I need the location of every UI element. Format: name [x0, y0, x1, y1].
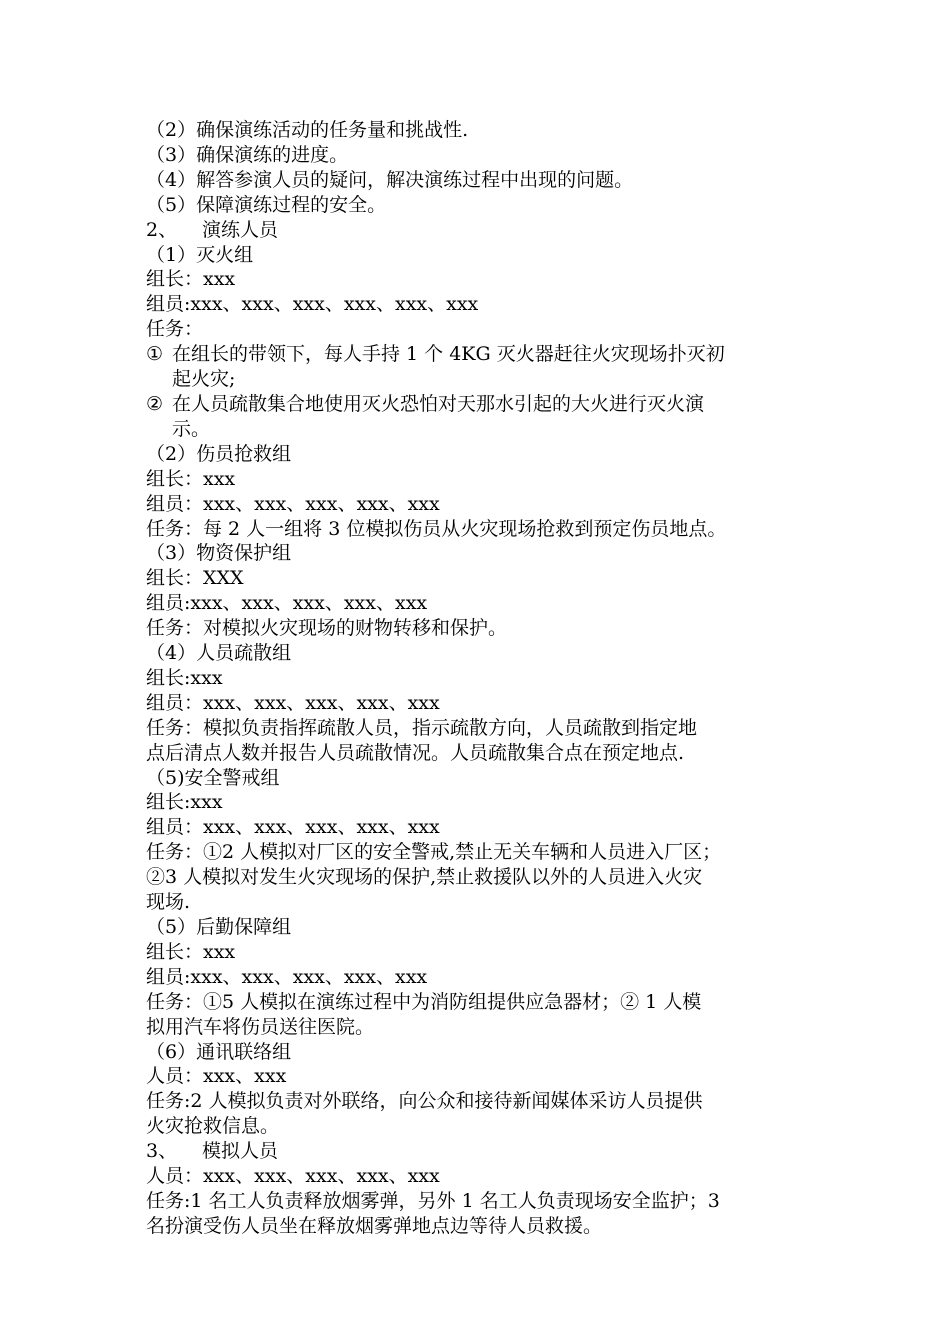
comm-group-task-line-2: 火灾抢救信息。	[146, 1115, 280, 1138]
section-3-number: 3、	[146, 1140, 178, 1163]
fire-group-leader: 组长：xxx	[146, 268, 236, 291]
fire-task-1	[146, 342, 816, 392]
section-2-title: 演练人员	[202, 218, 279, 241]
logistics-group-heading: （5）后勤保障组	[146, 916, 292, 938]
fire-task-2-text	[172, 392, 704, 442]
property-group-heading: （3）物资保护组	[146, 542, 292, 565]
logistics-group-leader: 组长：xxx	[146, 940, 236, 963]
intro-line-4: （4）解答参演人员的疑问，解决演练过程中出现的问题。	[146, 168, 634, 191]
rescue-group-task: 任务：每 2 人一组将 3 位模拟伤员从火灾现场抢救到预定伤员地点。	[146, 517, 727, 540]
rescue-group-leader: 组长：xxx	[146, 467, 236, 490]
comm-group-task-line-1: 任务:2 人模拟负责对外联络，向公众和接待新闻媒体采访人员提供	[146, 1090, 703, 1113]
security-group-task-line-3: 现场.	[146, 891, 191, 914]
section-3-members: 人员：xxx、xxx、xxx、xxx、xxx	[146, 1165, 440, 1188]
evac-group-task-line-2: 点后清点人数并报告人员疏散情况。人员疏散集合点在预定地点.	[146, 741, 685, 764]
evac-group-leader: 组长:xxx	[146, 666, 223, 689]
comm-group-members: 人员：xxx、xxx	[146, 1065, 287, 1088]
fire-group-heading: （1）灭火组	[146, 243, 254, 266]
security-group-task-line-2: ②3 人模拟对发生火灾现场的保护,禁止救援队以外的人员进入火灾	[146, 866, 703, 889]
intro-line-3: （3）确保演练的进度。	[146, 143, 349, 166]
logistics-group-task-line-2: 拟用汽车将伤员送往医院。	[146, 1015, 375, 1038]
intro-line-5: （5）保障演练过程的安全。	[146, 193, 387, 216]
intro-line-2: （2）确保演练活动的任务量和挑战性.	[146, 119, 469, 141]
document-body	[146, 118, 816, 1239]
fire-task-1-line-1: 在组长的带领下，每人手持 1 个 4KG 灭火器赶往火灾现场扑灭初	[172, 343, 725, 366]
rescue-group-members: 组员：xxx、xxx、xxx、xxx、xxx	[146, 492, 440, 515]
fire-task-2-line-1: 在人员疏散集合地使用灭火恐怕对天那水引起的大火进行灭火演	[172, 392, 705, 415]
security-group-task-line-1: 任务：①2 人模拟对厂区的安全警戒,禁止无关车辆和人员进入厂区；	[146, 841, 722, 864]
fire-group-members: 组员:xxx、xxx、xxx、xxx、xxx、xxx	[146, 293, 479, 316]
evac-group-heading: （4）人员疏散组	[146, 642, 292, 665]
evac-group-task-line-1: 任务：模拟负责指挥疏散人员，指示疏散方向，人员疏散到指定地	[146, 716, 698, 739]
property-group-task: 任务：对模拟火灾现场的财物转移和保护。	[146, 617, 508, 640]
property-group-members: 组员:xxx、xxx、xxx、xxx、xxx	[146, 592, 428, 615]
logistics-group-task-line-1: 任务：①5 人模拟在演练过程中为消防组提供应急器材；② 1 人模	[146, 990, 702, 1013]
circled-number-1: ①	[146, 343, 164, 366]
logistics-group-members: 组员:xxx、xxx、xxx、xxx、xxx	[146, 965, 428, 988]
security-group-heading: （5)安全警戒组	[146, 766, 280, 789]
fire-group-task-label: 任务：	[146, 318, 204, 341]
section-2-number: 2、	[146, 218, 178, 241]
section-3-task-line-2: 名扮演受伤人员坐在释放烟雾弹地点边等待人员救援。	[146, 1214, 603, 1237]
rescue-group-heading: （2）伤员抢救组	[146, 442, 292, 465]
fire-task-2-line-2: 示。	[172, 417, 211, 440]
fire-task-1-line-2: 起火灾;	[172, 368, 236, 391]
fire-task-2	[146, 392, 816, 442]
security-group-members: 组员：xxx、xxx、xxx、xxx、xxx	[146, 816, 440, 839]
section-3-task-line-1: 任务:1 名工人负责释放烟雾弹，另外 1 名工人负责现场安全监护；3	[146, 1189, 720, 1212]
property-group-leader: 组长：XXX	[146, 567, 244, 590]
fire-task-1-text	[172, 342, 725, 392]
section-3-heading	[146, 1139, 816, 1164]
evac-group-members: 组员：xxx、xxx、xxx、xxx、xxx	[146, 691, 440, 714]
section-3-title: 模拟人员	[202, 1140, 279, 1163]
circled-number-2: ②	[146, 392, 164, 415]
section-2-heading	[146, 218, 816, 243]
security-group-leader: 组长:xxx	[146, 791, 223, 814]
comm-group-heading: （6）通讯联络组	[146, 1040, 292, 1063]
